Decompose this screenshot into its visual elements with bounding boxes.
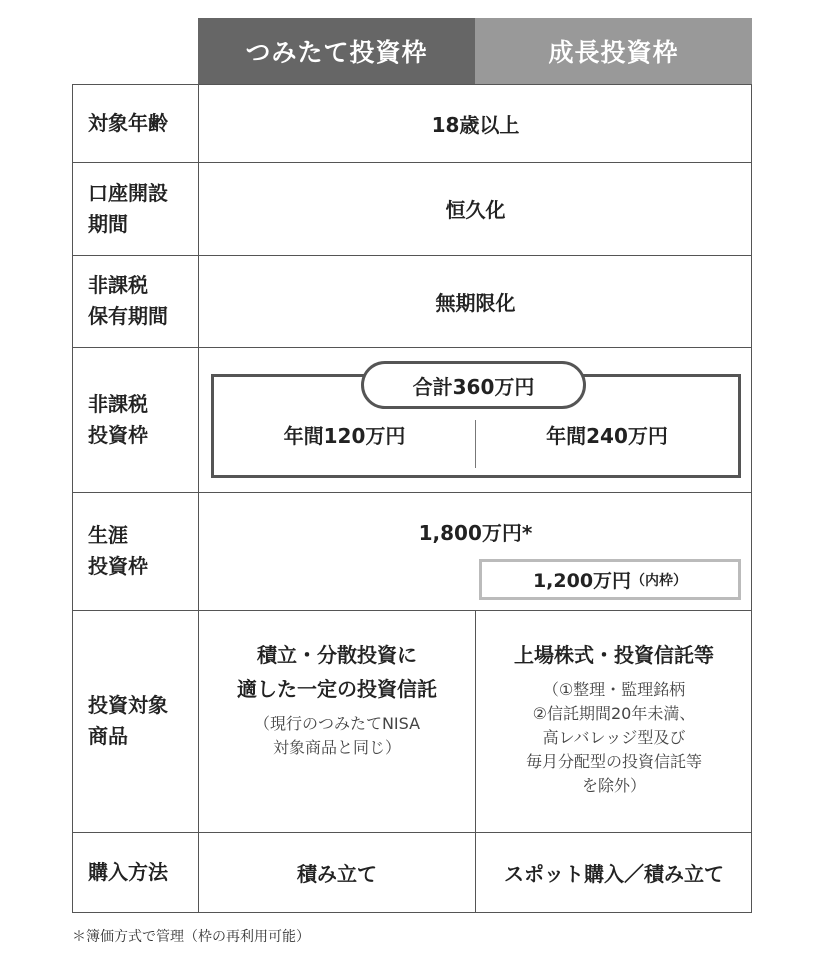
label-lifetime-limit: 生涯 投資枠	[88, 523, 148, 578]
label-purchase: 購入方法	[88, 860, 168, 884]
label-holding-period: 非課税 保有期間	[88, 273, 168, 328]
header-tsumitate: つみたて投資枠	[198, 18, 475, 84]
products-tsumitate	[199, 638, 475, 760]
value-account-period: 恒久化	[445, 198, 506, 222]
products-tsumitate-line2: 適した一定の投資信託	[237, 677, 437, 701]
annual-limit-seicho: 年間240万円	[546, 423, 668, 448]
annual-limit-tsumitate: 年間120万円	[283, 423, 406, 448]
row-divider	[72, 347, 752, 348]
products-tsumitate-note: （現行のつみたてNISA 対象商品と同じ）	[253, 714, 421, 757]
label-products: 投資対象 商品	[88, 693, 168, 748]
label-account-period: 口座開設 期間	[88, 180, 168, 236]
products-tsumitate-line1: 積立・分散投資に	[257, 643, 417, 667]
purchase-seicho: スポット購入／積み立て	[504, 862, 724, 886]
row-divider	[72, 492, 752, 493]
products-seicho-note: （①整理・監理銘柄 ②信託期間20年未満、 高レバレッジ型及び 毎月分配型の投資信託等 を除外）	[525, 680, 702, 795]
seicho-inner-limit-note: （内枠）	[631, 572, 688, 589]
total-limit-pill: 合計360万円	[361, 361, 586, 409]
row-divider	[72, 610, 752, 611]
label-age: 対象年齢	[88, 110, 168, 135]
value-holding-period: 無期限化	[435, 290, 516, 315]
products-seicho-title: 上場株式・投資信託等	[514, 643, 714, 667]
label-tax-free-limit: 非課税 投資枠	[88, 391, 148, 447]
seicho-inner-limit-box	[479, 559, 741, 600]
footnote: ＊簿価方式で管理（枠の再利用可能）	[72, 929, 310, 945]
seicho-inner-limit-value: 1,200万円	[532, 570, 632, 592]
products-seicho	[476, 638, 752, 798]
value-age: 18歳以上	[431, 112, 520, 137]
lifetime-total: 1,800万円*	[418, 520, 533, 545]
purchase-tsumitate: 積み立て	[297, 862, 377, 886]
header-seicho: 成長投資枠	[475, 18, 752, 84]
